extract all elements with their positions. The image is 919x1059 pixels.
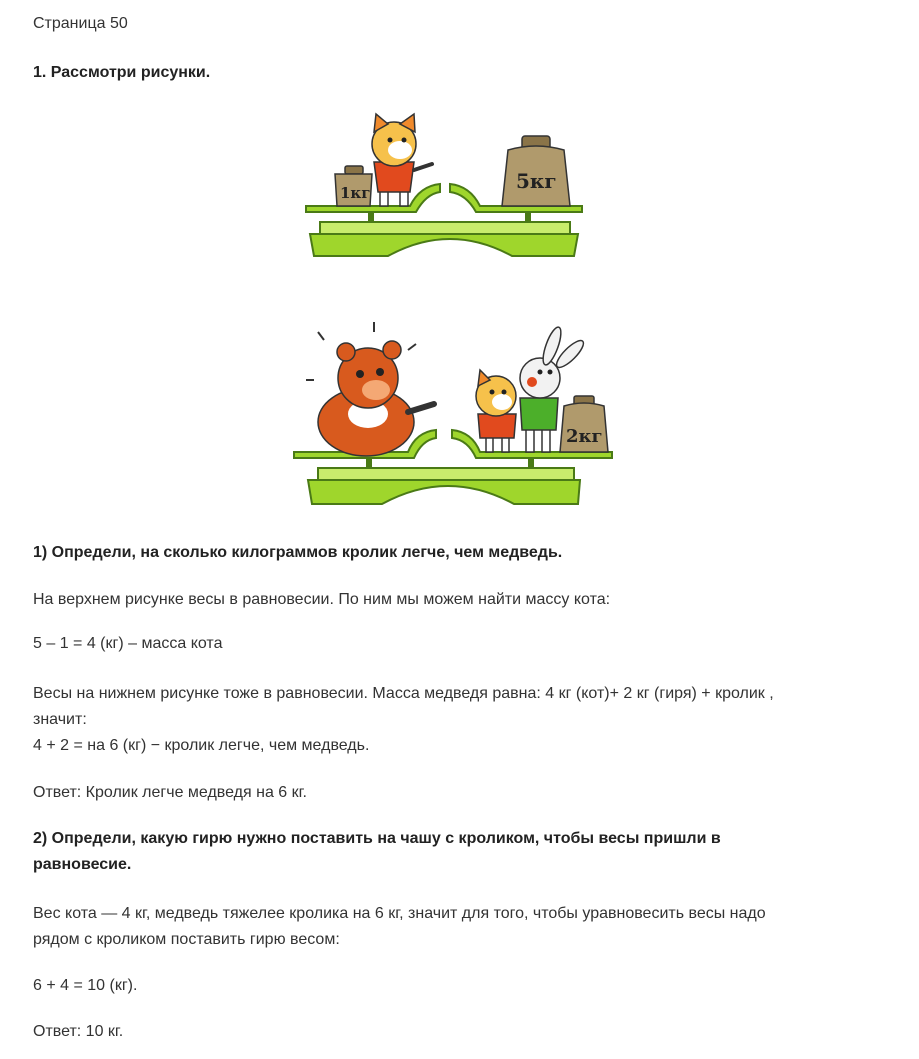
q1-paragraph-3-line-3: 4 + 2 = на 6 (кг) − кролик легче, чем медведь. <box>33 737 370 754</box>
q2-paragraph-line-2: рядом с кроликом поставить гирю весом: <box>33 931 340 948</box>
q2-equation: 6 + 4 = 10 (кг). <box>33 977 138 994</box>
q2-answer: Ответ: 10 кг. <box>33 1023 124 1040</box>
q2-title-line-1: 2) Определи, какую гирю нужно поставить на чашу с кроликом, чтобы весы пришли в <box>33 830 721 847</box>
q2-title-line-2: равновесие. <box>33 856 132 873</box>
q1-equation: 5 – 1 = 4 (кг) – масса кота <box>33 635 223 652</box>
page-label: Страница 50 <box>33 15 128 32</box>
cat-icon <box>476 370 516 452</box>
bear-icon <box>306 322 434 456</box>
q1-paragraph-1: На верхнем рисунке весы в равновесии. По ним мы можем найти массу кота: <box>33 591 611 608</box>
weight-right-label: 5кг <box>516 169 557 193</box>
q1-paragraph-3-line-1: Весы на нижнем рисунке тоже в равновесии. Масса медведя равна: 4 кг (кот)+ 2 кг (гиря) + кролик , <box>33 685 774 702</box>
scale-figure-top <box>300 110 600 265</box>
weight-right-label: 2кг <box>566 426 603 447</box>
q1-paragraph-3-line-2: значит: <box>33 711 87 728</box>
q2-paragraph-line-1: Вес кота — 4 кг, медведь тяжелее кролика на 6 кг, значит для того, чтобы уравновесить весы надо <box>33 905 766 922</box>
task-title: 1. Рассмотри рисунки. <box>33 64 211 81</box>
weight-left-label: 1кг <box>340 184 371 202</box>
q1-answer: Ответ: Кролик легче медведя на 6 кг. <box>33 784 307 801</box>
scale-figure-bottom <box>288 318 618 513</box>
q1-title: 1) Определи, на сколько килограммов кролик легче, чем медведь. <box>33 544 563 561</box>
